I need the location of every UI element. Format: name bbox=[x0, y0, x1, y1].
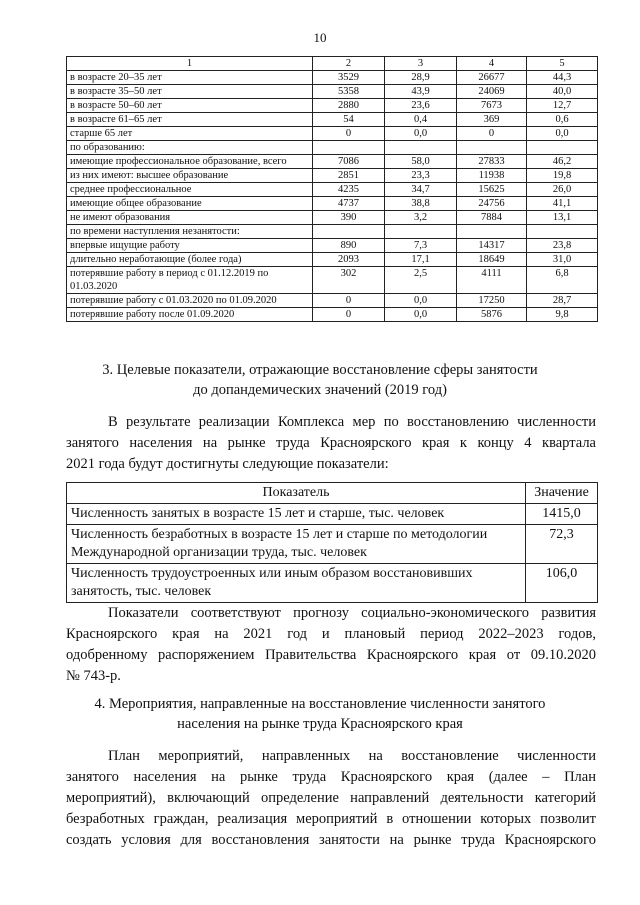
page-number: 10 bbox=[313, 30, 327, 45]
column-number-header: 1 bbox=[67, 57, 313, 71]
paragraph-line: План мероприятий, направленных на восстановление численности bbox=[108, 748, 596, 764]
value-cell bbox=[527, 225, 598, 239]
paragraph-line: Показатели соответствуют прогнозу социально-экономического развития bbox=[108, 605, 596, 621]
value-cell: 0,0 bbox=[527, 127, 598, 141]
section-4-heading-line-2: населения на рынке труда Красноярского края bbox=[177, 716, 463, 732]
value-cell: 54 bbox=[313, 113, 385, 127]
value-cell bbox=[527, 141, 598, 155]
row-label-cell: потерявшие работу в период с 01.12.2019 по 01.03.2020 bbox=[67, 267, 313, 294]
row-label-cell: в возрасте 35–50 лет bbox=[67, 85, 313, 99]
value-cell: 34,7 bbox=[385, 183, 457, 197]
value-cell: 5358 bbox=[313, 85, 385, 99]
value-cell: 17,1 bbox=[385, 253, 457, 267]
table-header-row bbox=[67, 483, 598, 504]
row-label-cell: имеющие общее образование bbox=[67, 197, 313, 211]
paragraph-line: Красноярского края на 2021 год и плановый период 2022–2023 годов, bbox=[66, 626, 596, 642]
section-3-intro-paragraph bbox=[66, 412, 596, 475]
value-cell: 23,6 bbox=[385, 99, 457, 113]
value-cell: 11938 bbox=[457, 169, 527, 183]
value-cell: 0,0 bbox=[385, 127, 457, 141]
paragraph-line: № 743-р. bbox=[66, 668, 121, 684]
table-row bbox=[67, 197, 598, 211]
value-cell: 0 bbox=[313, 127, 385, 141]
table-row bbox=[67, 308, 598, 322]
value-cell: 4737 bbox=[313, 197, 385, 211]
table-row bbox=[67, 225, 598, 239]
value-cell: 26,0 bbox=[527, 183, 598, 197]
table-row bbox=[67, 141, 598, 155]
value-cell: 13,1 bbox=[527, 211, 598, 225]
table-row bbox=[67, 211, 598, 225]
value-cell: 7086 bbox=[313, 155, 385, 169]
indicator-cell: Численность занятых в возрасте 15 лет и старше, тыс. человек bbox=[67, 504, 526, 525]
row-label-cell: потерявшие работу после 01.09.2020 bbox=[67, 308, 313, 322]
paragraph-line: занятого населения на рынке труда Красноярского края к концу 4 квартала bbox=[66, 435, 596, 451]
row-label-cell: впервые ищущие работу bbox=[67, 239, 313, 253]
value-cell bbox=[457, 225, 527, 239]
table-header-row bbox=[67, 57, 598, 71]
value-cell: 27833 bbox=[457, 155, 527, 169]
row-label-cell: по времени наступления незанятости: bbox=[67, 225, 313, 239]
value-cell: 2880 bbox=[313, 99, 385, 113]
value-cell: 23,8 bbox=[527, 239, 598, 253]
table-row bbox=[67, 183, 598, 197]
value-cell: 302 bbox=[313, 267, 385, 294]
value-cell: 4111 bbox=[457, 267, 527, 294]
value-cell: 0,0 bbox=[385, 308, 457, 322]
section-4-heading-line-1: 4. Мероприятия, направленные на восстановление численности занятого bbox=[94, 696, 546, 712]
value-cell: 4235 bbox=[313, 183, 385, 197]
value-cell bbox=[385, 141, 457, 155]
value-cell: 41,1 bbox=[527, 197, 598, 211]
forecast-paragraph bbox=[66, 603, 596, 687]
column-number-header: 4 bbox=[457, 57, 527, 71]
value-cell bbox=[313, 141, 385, 155]
value-cell: 7884 bbox=[457, 211, 527, 225]
paragraph-line: одобренному распоряжением Правительства Красноярского края от 09.10.2020 bbox=[66, 647, 596, 663]
table-row bbox=[67, 253, 598, 267]
value-cell: 12,7 bbox=[527, 99, 598, 113]
column-number-header: 2 bbox=[313, 57, 385, 71]
value-cell bbox=[313, 225, 385, 239]
value-cell: 0,4 bbox=[385, 113, 457, 127]
paragraph-line: создать условия для восстановления занятости на рынке труда Красноярского bbox=[66, 832, 596, 848]
value-cell bbox=[385, 225, 457, 239]
table-row bbox=[67, 99, 598, 113]
section-4-paragraph bbox=[66, 746, 596, 851]
value-cell: 7,3 bbox=[385, 239, 457, 253]
column-header-value: Значение bbox=[526, 483, 598, 504]
section-3-heading bbox=[0, 360, 640, 400]
table-row bbox=[67, 71, 598, 85]
value-cell: 890 bbox=[313, 239, 385, 253]
target-indicators-table bbox=[66, 482, 598, 603]
value-cell bbox=[457, 141, 527, 155]
section-4-heading bbox=[0, 694, 640, 734]
value-cell: 38,8 bbox=[385, 197, 457, 211]
row-label-cell: длительно неработающие (более года) bbox=[67, 253, 313, 267]
row-label-cell: не имеют образования bbox=[67, 211, 313, 225]
value-cell: 0,0 bbox=[385, 294, 457, 308]
value-cell: 44,3 bbox=[527, 71, 598, 85]
row-label-cell: старше 65 лет bbox=[67, 127, 313, 141]
paragraph-line: 2021 года будут достигнуты следующие показатели: bbox=[66, 456, 389, 472]
indicator-cell: Численность трудоустроенных или иным образом восстановивших занятость, тыс. человек bbox=[67, 564, 526, 603]
table-row bbox=[67, 267, 598, 294]
value-cell: 31,0 bbox=[527, 253, 598, 267]
value-cell: 390 bbox=[313, 211, 385, 225]
table-row bbox=[67, 564, 598, 603]
section-3-heading-line-1: 3. Целевые показатели, отражающие восстановление сферы занятости bbox=[102, 362, 538, 378]
value-cell: 43,9 bbox=[385, 85, 457, 99]
paragraph-line: мероприятий), включающий определение направлений деятельности категорий bbox=[66, 790, 596, 806]
value-cell: 2093 bbox=[313, 253, 385, 267]
row-label-cell: в возрасте 20–35 лет bbox=[67, 71, 313, 85]
value-cell: 7673 bbox=[457, 99, 527, 113]
row-label-cell: имеющие профессиональное образование, всего bbox=[67, 155, 313, 169]
row-label-cell: в возрасте 50–60 лет bbox=[67, 99, 313, 113]
row-label-cell: в возрасте 61–65 лет bbox=[67, 113, 313, 127]
table-row bbox=[67, 85, 598, 99]
table-row bbox=[67, 127, 598, 141]
value-cell: 3,2 bbox=[385, 211, 457, 225]
value-cell: 0,6 bbox=[527, 113, 598, 127]
unemployed-structure-table bbox=[66, 56, 598, 322]
paragraph-line: В результате реализации Комплекса мер по восстановлению численности bbox=[108, 414, 596, 430]
value-cell: 1415,0 bbox=[526, 504, 598, 525]
value-cell: 58,0 bbox=[385, 155, 457, 169]
value-cell: 18649 bbox=[457, 253, 527, 267]
value-cell: 0 bbox=[313, 308, 385, 322]
value-cell: 0 bbox=[313, 294, 385, 308]
value-cell: 46,2 bbox=[527, 155, 598, 169]
value-cell: 19,8 bbox=[527, 169, 598, 183]
table-row bbox=[67, 155, 598, 169]
value-cell: 28,7 bbox=[527, 294, 598, 308]
value-cell: 24069 bbox=[457, 85, 527, 99]
value-cell: 14317 bbox=[457, 239, 527, 253]
table-row bbox=[67, 169, 598, 183]
column-number-header: 3 bbox=[385, 57, 457, 71]
value-cell: 28,9 bbox=[385, 71, 457, 85]
column-number-header: 5 bbox=[527, 57, 598, 71]
value-cell: 6,8 bbox=[527, 267, 598, 294]
row-label-cell: по образованию: bbox=[67, 141, 313, 155]
paragraph-line: безработных граждан, реализация мероприятий в отношении которых позволит bbox=[66, 811, 596, 827]
value-cell: 0 bbox=[457, 127, 527, 141]
value-cell: 24756 bbox=[457, 197, 527, 211]
value-cell: 106,0 bbox=[526, 564, 598, 603]
table-row bbox=[67, 294, 598, 308]
value-cell: 9,8 bbox=[527, 308, 598, 322]
table-row bbox=[67, 239, 598, 253]
paragraph-line: занятого населения на рынке труда Красноярского края (далее – План bbox=[66, 769, 596, 785]
value-cell: 23,3 bbox=[385, 169, 457, 183]
column-header-indicator: Показатель bbox=[67, 483, 526, 504]
value-cell: 5876 bbox=[457, 308, 527, 322]
value-cell: 2851 bbox=[313, 169, 385, 183]
indicator-cell: Численность безработных в возрасте 15 лет и старше по методологии Международной организации труда, тыс. человек bbox=[67, 525, 526, 564]
row-label-cell: среднее профессиональное bbox=[67, 183, 313, 197]
table-row bbox=[67, 113, 598, 127]
value-cell: 40,0 bbox=[527, 85, 598, 99]
value-cell: 72,3 bbox=[526, 525, 598, 564]
value-cell: 15625 bbox=[457, 183, 527, 197]
row-label-cell: из них имеют: высшее образование bbox=[67, 169, 313, 183]
table-row bbox=[67, 504, 598, 525]
value-cell: 2,5 bbox=[385, 267, 457, 294]
table-row bbox=[67, 525, 598, 564]
value-cell: 26677 bbox=[457, 71, 527, 85]
value-cell: 369 bbox=[457, 113, 527, 127]
row-label-cell: потерявшие работу с 01.03.2020 по 01.09.2020 bbox=[67, 294, 313, 308]
value-cell: 17250 bbox=[457, 294, 527, 308]
section-3-heading-line-2: до допандемических значений (2019 год) bbox=[193, 382, 447, 398]
value-cell: 3529 bbox=[313, 71, 385, 85]
